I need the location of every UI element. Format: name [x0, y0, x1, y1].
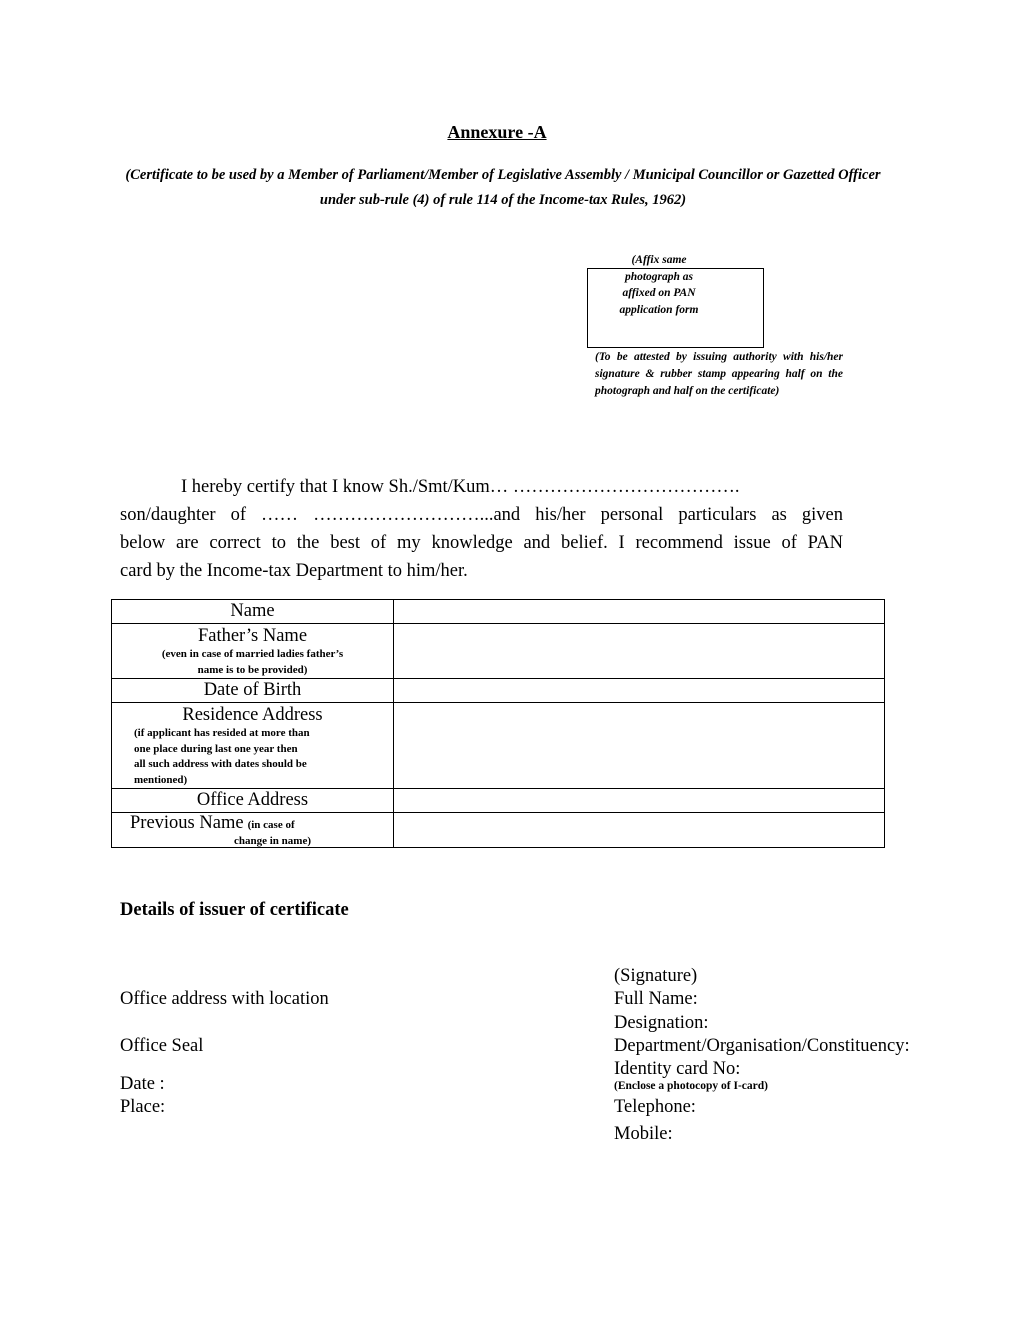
certificate-line: below are correct to the best of my knowledge and belief. I recommend issue of PAN: [120, 533, 843, 553]
dob-value-cell[interactable]: [394, 679, 885, 703]
previous-name-value-cell[interactable]: [394, 813, 885, 848]
photo-caption-line: application form: [619, 303, 699, 316]
photo-caption-line: affixed on PAN: [622, 287, 696, 299]
photo-caption-line: photograph as: [624, 270, 694, 283]
particulars-table: [111, 599, 885, 848]
certificate-line: I hereby certify that I know Sh./Smt/Kum… ……………………………….: [181, 477, 740, 497]
residence-value-cell[interactable]: [394, 703, 885, 789]
table-row: [112, 679, 885, 703]
row-label-residence-address: Residence Address (if applicant has resided at more than one place during last one year then all such address with dates should be mentioned): [112, 703, 394, 789]
place-label: Place:: [120, 1097, 166, 1117]
certificate-paragraph: [120, 473, 843, 585]
row-label-father-name: Father’s Name (even in case of married ladies father’s name is to be provided): [112, 624, 394, 679]
name-value-cell[interactable]: [394, 600, 885, 624]
certificate-subtitle: (Certificate to be used by a Member of Parliament/Member of Legislative Assembly / Municipal Councillor or Gazetted Officer under sub-rule (4) of rule 114 of the Income-tax Rules, 1962): [125, 167, 881, 208]
father-name-value-cell[interactable]: [394, 624, 885, 679]
telephone-label: Telephone:: [614, 1097, 696, 1117]
row-label-previous-name: Previous Name (in case of change in name): [112, 813, 394, 848]
photo-box: [587, 268, 764, 348]
page-title: Annexure -A: [447, 122, 547, 142]
issuer-heading: Details of issuer of certificate: [120, 900, 349, 920]
identity-card-note: (Enclose a photocopy of I-card): [614, 1080, 768, 1092]
photo-caption-line: (Affix same: [631, 254, 687, 266]
full-name-label: Full Name:: [614, 989, 698, 1009]
office-address-label: Office address with location: [120, 989, 329, 1009]
table-row: [112, 789, 885, 813]
signature-label: (Signature): [614, 966, 698, 986]
certificate-line: son/daughter of …… ………………………...and his/her personal particulars as given: [120, 505, 843, 525]
office-value-cell[interactable]: [394, 789, 885, 813]
table-row: [112, 600, 885, 624]
row-label-date-of-birth: Date of Birth: [112, 679, 394, 703]
table-row: [112, 624, 885, 679]
row-label-office-address: Office Address: [112, 789, 394, 813]
department-label: Department/Organisation/Constituency:: [614, 1036, 910, 1056]
identity-card-label: Identity card No:: [614, 1059, 741, 1079]
attestation-note: (To be attested by issuing authority with his/her signature & rubber stamp appearing half on the photograph and half on the certificate): [595, 351, 843, 397]
row-label-name: Name: [112, 600, 394, 624]
table-row: [112, 703, 885, 789]
office-seal-label: Office Seal: [120, 1036, 204, 1056]
designation-label: Designation:: [614, 1013, 709, 1033]
mobile-label: Mobile:: [614, 1124, 673, 1144]
certificate-line: card by the Income-tax Department to him/her.: [120, 561, 468, 581]
table-row: [112, 813, 885, 848]
date-label: Date :: [120, 1074, 165, 1094]
